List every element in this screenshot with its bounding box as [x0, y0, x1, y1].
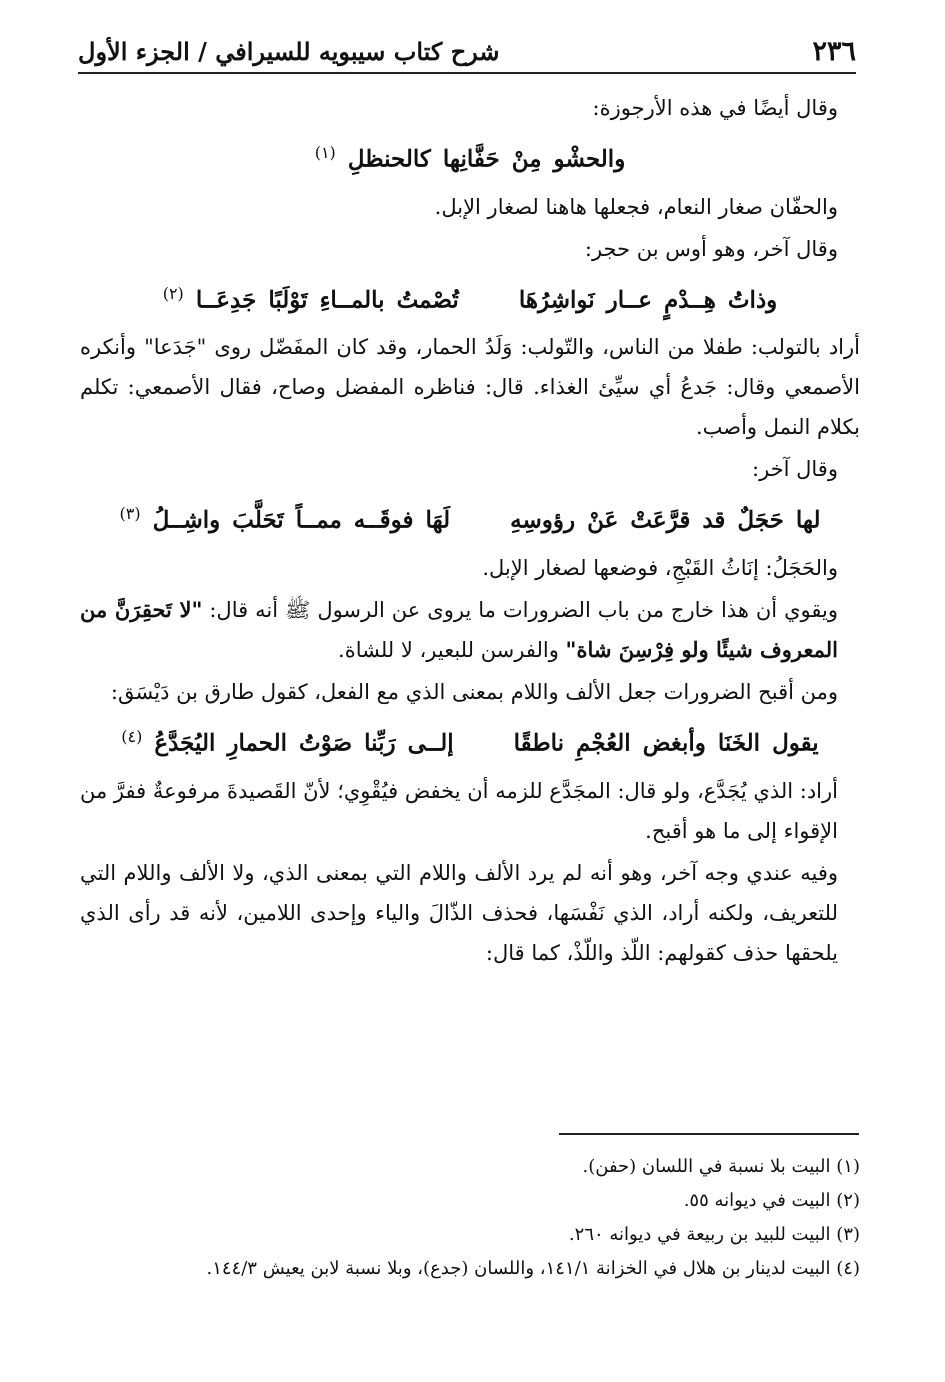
footnote-ref-2: (٢) [162, 283, 184, 303]
running-title: شرح كتاب سيبويه للسيرافي / الجزء الأول [78, 36, 500, 66]
paragraph-7-tail: والفرسن للبعير، لا للشاة. [338, 637, 566, 662]
verse-1 [80, 130, 860, 183]
verse-3-first-hemistich: لها حَجَلٌ قد قرَّعَتْ عَنْ رؤوسِهِ [510, 506, 821, 534]
paragraph-5: وقال آخر: [752, 457, 838, 482]
footnote-2: (٢) البيت في ديوانه ٥٥. [683, 1190, 860, 1211]
footnote-separator [559, 1133, 859, 1135]
verse-2 [80, 271, 860, 324]
main-text [80, 88, 860, 975]
paragraph-6: والحَجَلُ: إنَاثُ القَبْجِ، فوضعها لصغار الإبل. [482, 555, 838, 580]
footnote-ref-1: (١) [314, 143, 336, 162]
verse-1-text: والحشْو مِنْ حَفَّانِها كالحنظلِ [347, 145, 626, 173]
paragraph-8: ومن أقبح الضرورات جعل الألف واللام بمعنى الذي مع الفعل، كقول طارق بن دَيْسَق: [110, 679, 838, 704]
paragraph-4: أراد بالتولب: طفلا من الناس، والتّولب: وَلَدُ الحمار، وقد كان المفَضّل روى "جَدَعا" وأنكره الأصمعي وقال: جَدعُ أي سيِّئ الغذاء. قال: فناظره المفضل وصاح، فقال الأصمعي: تكلم بكلام النمل وأصب. [80, 335, 860, 440]
page-header [78, 30, 856, 74]
footnotes [80, 1150, 860, 1286]
footnote-ref-4: (٤) [121, 726, 143, 746]
verse-2-first-hemistich: وذاتُ هِــدْمٍ عــار نَواشِرُهَا [518, 286, 778, 314]
verse-2-second-hemistich: تُصْمتُ بالمــاءِ تَوْلَبًا جَدِعَــا [195, 286, 459, 314]
paragraph-7-lead: ويقوي أن هذا خارج من باب الضرورات ما يروى عن الرسول ﷺ أنه قال: [202, 597, 838, 622]
paragraph-10: وفيه عندي وجه آخر، وهو أنه لم يرد الألف واللام التي بمعنى الذي، ولا الألف واللام التي للتعريف، ولكنه أراد، الذي نَفْسَها، فحذف الذّالَ والياء وإحدى اللامين، لأنه قد رأى الذي يلحقها حذف كقولهم: اللّذ واللّذْ، كما قال: [80, 860, 838, 965]
footnote-3: (٣) البيت للبيد بن ربيعة في ديوانه ٢٦٠. [568, 1224, 860, 1245]
hadith-quote: "لا تَحقِرَنَّ من المعروف شيئًا ولو فِرْسِنَ شاة" [80, 596, 838, 662]
footnote-ref-3: (٣) [119, 504, 141, 524]
paragraph-7 [80, 590, 860, 670]
paragraph-9: أراد: الذي يُجَدَّع، ولو قال: المجَدَّع للزمه أن يخفض فيُقْوِي؛ لأنّ القَصيدةَ مرفوعةٌ ففرَّ من الإقواء إلى ما هو أقبح. [80, 778, 838, 843]
verse-4-first-hemistich: يقول الخَنَا وأبغض العُجْمِ ناطقًا [513, 729, 819, 757]
footnote-4: (٤) البيت لدينار بن هلال في الخزانة ١٤١/١، واللسان (جدع)، وبلا نسبة لابن يعيش ١٤٤/٣. [206, 1258, 860, 1279]
paragraph-1: وقال أيضًا في هذه الأرجوزة: [592, 96, 838, 120]
verse-3 [80, 491, 860, 544]
paragraph-2: والحفّان صغار النعام، فجعلها هاهنا لصغار الإبل. [434, 194, 838, 219]
footnote-1: (١) البيت بلا نسبة في اللسان (حفن). [582, 1156, 860, 1177]
verse-4-second-hemistich: إلــى رَبِّنا صَوْتُ الحمارِ اليُجَدَّعُ [154, 729, 454, 757]
paragraph-3: وقال آخر، وهو أوس بن حجر: [584, 236, 838, 261]
verse-4 [80, 714, 860, 767]
verse-3-second-hemistich: لَهَا فوقَــه ممــاً تَحَلَّبَ واشِــلُ [152, 506, 451, 534]
page-number: ٢٣٦ [812, 35, 856, 67]
